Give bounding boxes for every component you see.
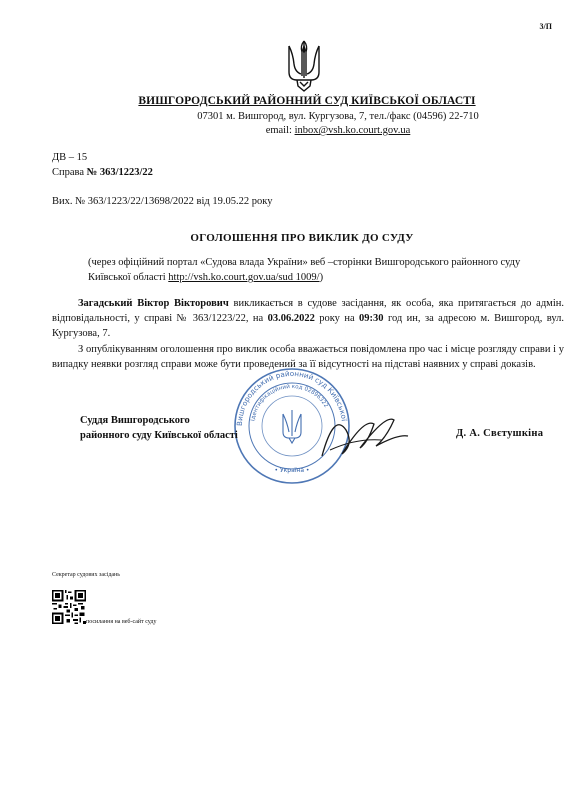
qr-code-icon[interactable]	[52, 590, 86, 624]
court-email-link[interactable]: inbox@vsh.ko.court.gov.ua	[294, 125, 411, 136]
court-address: 07301 м. Вишгород, вул. Кургузова, 7, тел./факс (04596) 22-710	[197, 111, 479, 122]
page-number: 3/П	[539, 22, 552, 31]
case-number: № 363/1223/22	[86, 167, 153, 178]
seal-text-bottom: • Україна •	[274, 467, 310, 474]
judge-name: Д. А. Свєтушкіна	[456, 428, 544, 439]
notice-text: З опублікуванням оголошення про виклик особа вважається повідомлена про час і місце розгляду справи і у випадку неявки розгляд справи може бути проведений за її відсутності на підставі наявних у справі доказів.	[52, 344, 564, 370]
court-email-line	[0, 125, 574, 136]
doc-code: ДВ – 15	[52, 152, 88, 163]
judge-signature	[316, 404, 412, 468]
outgoing-number: Вих. № 363/1223/22/13698/2022 від 19.05.22 року	[52, 196, 273, 207]
hearing-date: 03.06.2022	[267, 313, 315, 324]
case-line	[52, 167, 153, 178]
summoned-person: Загадський Віктор Вікторович	[78, 298, 229, 309]
qr-caption: посилання на веб-сайт суду	[86, 619, 157, 625]
publication-note	[88, 255, 558, 285]
summons-text-2: року на	[314, 313, 360, 324]
seal-text-inner: Ідентифікаційний код 02896322	[250, 383, 329, 422]
case-prefix: Справа	[52, 167, 87, 178]
court-website-link[interactable]: http://vsh.ko.court.gov.ua/sud 1009/	[168, 272, 320, 283]
via-text: (через офіційний портал «Судова влада України» веб –сторінки Вишгородського районного суду Київської області	[88, 257, 521, 283]
summons-paragraph	[52, 296, 564, 341]
summons-text-3: год ин, за адресою м. Вишгород, вул. Кургузова, 7.	[52, 313, 565, 339]
hearing-time: 09:30	[359, 313, 384, 324]
trident-icon	[284, 38, 324, 94]
judge-title	[80, 413, 238, 443]
email-prefix: email:	[265, 125, 295, 136]
court-name: ВИШГОРОДСЬКИЙ РАЙОННИЙ СУД КИЇВСЬКОЇ ОБЛАСТІ	[138, 95, 476, 107]
seal-text-outer: Вишгородський районний суд Київської	[234, 368, 349, 427]
via-close: )	[319, 272, 324, 283]
judge-title-line1: Суддя Вишгородського	[80, 415, 190, 426]
seal-trident-icon	[283, 410, 301, 443]
document-title: ОГОЛОШЕННЯ ПРО ВИКЛИК ДО СУДУ	[190, 232, 414, 244]
summons-text-1: викликається в судове засідання, як особа, яка притягається до адмін. відповідальності, у справі № 363/1223/22, на	[52, 298, 564, 324]
judge-title-line2: районного суду Київської області	[80, 430, 238, 441]
secretary-label: Секретар судових засідань	[52, 572, 121, 578]
